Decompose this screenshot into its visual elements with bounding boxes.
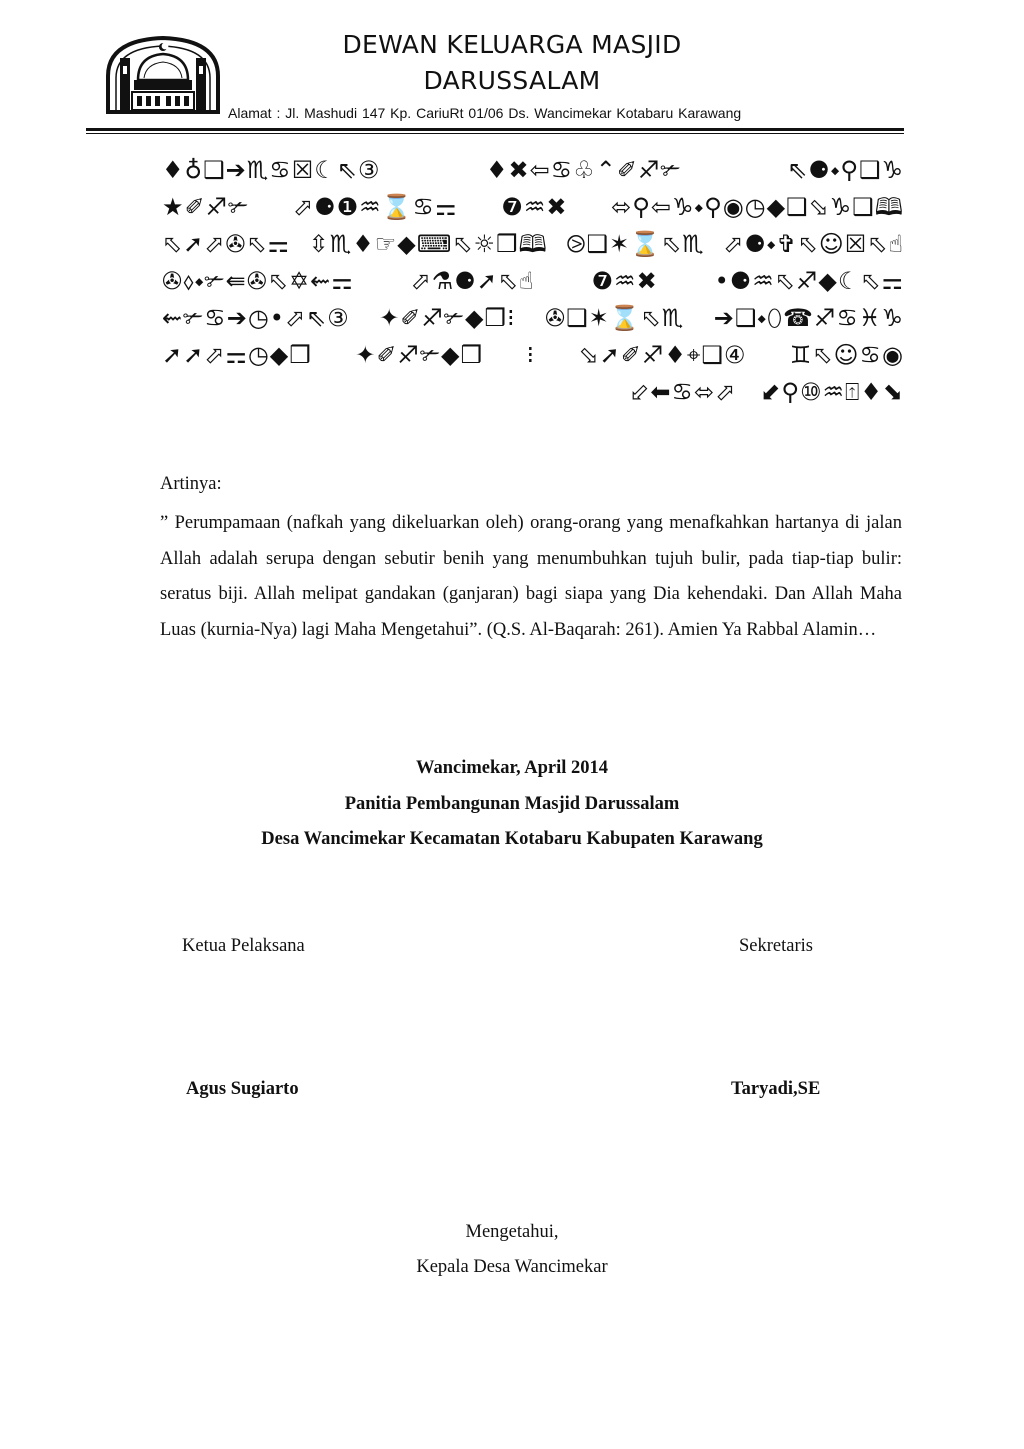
org-name-line2: DARUSSALAM	[423, 66, 601, 95]
verse-word: ⬂➚✐♐♦⌖❑④	[578, 341, 747, 369]
verse-line	[162, 152, 904, 189]
right-signatory-title: Sekretaris	[739, 936, 813, 956]
letterhead-rule-thick	[86, 128, 904, 131]
verse-word: ✇⬨⬩✃⇚✇⬁✡⇜⚎	[162, 267, 354, 295]
acknowledgement-label: Mengetahui,	[465, 1222, 559, 1242]
verse-word: ♦♁❑➔♏♋☒☾⇖③	[162, 156, 381, 184]
verse-line	[162, 300, 904, 337]
verse-line	[162, 263, 904, 300]
verse-word: ✦✐♐✃◆❒	[355, 341, 484, 369]
left-signatory-name: Agus Sugiarto	[186, 1079, 299, 1099]
translation-label: Artinya:	[160, 474, 222, 494]
org-name-line1: DEWAN KELUARGA MASJID	[342, 30, 682, 59]
verse-word: ⁝	[526, 341, 536, 369]
letterhead-rule-thin	[86, 133, 904, 134]
verse-word: ➚➚⬀⚎◷◆❒	[162, 341, 312, 369]
verse-word: ➔❑⬩⬯☎♐♋♓♑	[713, 304, 904, 332]
region-line: Desa Wancimekar Kecamatan Kotabaru Kabupaten Karawang	[261, 829, 763, 849]
verse-word: ⬃⬅♋⬄⬀	[629, 378, 737, 406]
verse-word: ⬀⚈⬩✞⬁☺☒⬁☝	[723, 230, 904, 258]
verse-word: ♦✖⇦♋♧⌃✐♐✃	[485, 156, 682, 184]
verse-word: ⬀⚗⚈➚⬁☝	[410, 267, 535, 295]
verse-line	[162, 374, 904, 411]
verse-word: ♊⬁☺♋◉	[789, 341, 904, 369]
verse-line	[162, 337, 904, 374]
verse-word: ⧁❑✶⌛⬁♏	[566, 230, 705, 258]
verse-word: ⇖⚈⬩⚲❑♑	[787, 156, 904, 184]
acknowledgement-title: Kepala Desa Wancimekar	[416, 1257, 608, 1277]
org-address: Alamat : Jl. Mashudi 147 Kp. CariuRt 01/06 Ds. Wancimekar Kotabaru Karawang	[228, 105, 742, 121]
verse-word: ⬋⚲⑩♒⍐♦⬊	[760, 378, 904, 406]
verse-word: ⬄⚲⇦♑⬩⚲◉◷◆❑⬂♑❑🕮	[611, 193, 904, 221]
verse-word: ✦✐♐✃◆❒⁝	[379, 304, 516, 332]
verse-word: ⇜✃♋➔◷•⬀⇖③	[162, 304, 350, 332]
committee-name: Panitia Pembangunan Masjid Darussalam	[344, 794, 680, 814]
right-signatory-name: Taryadi,SE	[731, 1079, 821, 1099]
verse-word: •⚈♒⬁♐◆☾⬁⚎	[714, 267, 904, 295]
verse-line	[162, 189, 904, 226]
verse-word: ✇❑✶⌛⬁♏	[545, 304, 685, 332]
translation-text: ” Perumpamaan (nafkah yang dikeluarkan oleh) orang-orang yang menafkahkan hartanya di jalan Allah adalah serupa dengan sebutir benih yang menumbuhkan tujuh bulir, pada tiap-tiap bulir: seratus biji. Allah melipat gandakan (ganjaran) bagi siapa yang Dia kehendaki. Dan Allah Maha Luas (kurnia-Nya) lagi Maha Mengetahui”. (Q.S. Al-Baqarah: 261). Amien Ya Rabbal Alamin…	[160, 513, 902, 640]
arabic-verse	[162, 152, 904, 411]
verse-word: ⬀⚈❶♒⌛♋⚎	[292, 193, 458, 221]
mosque-logo-icon	[104, 36, 222, 114]
left-signatory-title: Ketua Pelaksana	[182, 936, 305, 956]
place-date: Wancimekar, April 2014	[415, 758, 609, 778]
verse-word: ⇳♏♦☞◆⌨⬁☼❒🕮	[308, 230, 548, 258]
verse-word: ★✐♐✃	[162, 193, 250, 221]
verse-word: ⬁➚⬀✇⬁⚎	[162, 230, 291, 258]
verse-word: ❼♒✖	[591, 267, 658, 295]
verse-line	[162, 226, 904, 263]
verse-word: ❼♒✖	[501, 193, 568, 221]
